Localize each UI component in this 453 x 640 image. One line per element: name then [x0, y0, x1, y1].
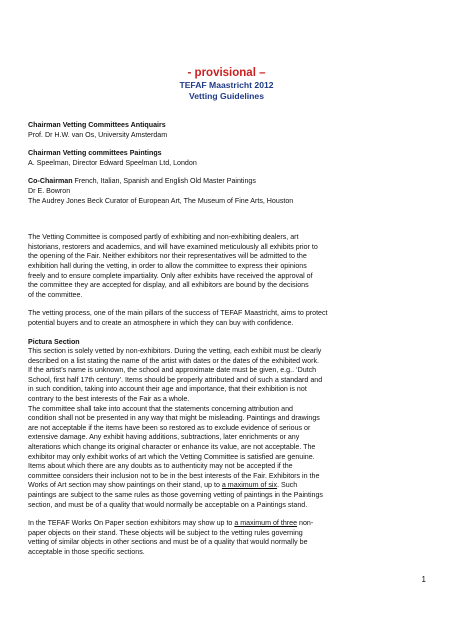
- text-line: freely and to ensure complete impartiality. Only after exhibits have received the approval of: [28, 271, 313, 280]
- text-line: committee considers their inclusion not to be in the best interests of the Fair. Exhibitors in the: [28, 471, 320, 480]
- text-line: paintings are subject to the same rules as those governing vetting of paintings in the Paintings: [28, 491, 323, 499]
- text-line: potential buyers and to create an atmosphere in which they can buy with confidence.: [28, 318, 294, 327]
- text-line: of the committee.: [28, 290, 83, 299]
- chair-role: Chairman Vetting committees Paintings: [28, 149, 162, 158]
- chair-name: Dr E. Bowron: [28, 186, 71, 195]
- text-line: condition shall not be presented in any way that might be misleading. Paintings and drawings: [28, 414, 320, 423]
- provisional-label: - provisional –: [187, 67, 266, 79]
- chair-antiquairs: [28, 121, 428, 140]
- text-line: extensive damage. Any exhibit having additions, subtractions, later enrichments or any: [28, 433, 300, 442]
- text-line-underlined: [28, 519, 428, 529]
- co-chair-role-line: [28, 177, 428, 187]
- chair-role: Co-Chairman: [28, 177, 73, 186]
- works-on-paper-paragraph: [28, 519, 428, 557]
- pillars-paragraph: [28, 309, 428, 328]
- text-line: are not acceptable if the items have been so restored as to exclude evidence of serious or: [28, 423, 311, 432]
- document-body: [28, 121, 428, 567]
- document-title: Vetting Guidelines: [189, 91, 264, 101]
- text-segment: Works of Art section may show paintings on their stand, up to: [28, 481, 222, 490]
- text-segment: . Such: [277, 481, 298, 490]
- text-line: the opening of the Fair. Neither exhibitors nor their representatives will be admitted to the: [28, 252, 307, 261]
- chair-name: Prof. Dr H.W. van Os, University Amsterdam: [28, 130, 168, 139]
- text-line: Items about which there are any doubts as to authenticity may not be accepted if the: [28, 462, 293, 471]
- underlined-limit: a maximum of six: [221, 481, 278, 490]
- text-segment: non-: [297, 519, 314, 528]
- text-line-underlined: [28, 481, 428, 491]
- text-line: This section is solely vetted by non-exhibitors. During the vetting, each exhibit must be clearly: [28, 347, 322, 356]
- text-line: described on a list stating the name of the artist with dates or the dates of the exhibited work.: [28, 356, 320, 365]
- text-line: vetting of similar objects in other sections and must be of a quality that would normally be: [28, 538, 308, 547]
- intro-paragraph: [28, 233, 428, 300]
- text-segment: In the TEFAF Works On Paper section exhibitors may show up to: [28, 519, 235, 528]
- chair-role-suffix: French, Italian, Spanish and English Old Master Paintings: [72, 177, 256, 186]
- text-line: contrary to the best interests of the Fair as a whole.: [28, 395, 190, 404]
- chair-name: A. Speelman, Director Edward Speelman Ltd, London: [28, 158, 197, 167]
- chair-affiliation: The Audrey Jones Beck Curator of European Art, The Museum of Fine Arts, Houston: [28, 196, 294, 205]
- text-line: exhibition hall during the vetting, in order to allow the committee to express their opinions: [28, 261, 307, 270]
- text-line: alterations which change its original character or enhance its value, are not acceptable. The: [28, 443, 316, 452]
- text-line: in such condition, taking into account their age and importance, that their exhibition is not: [28, 385, 307, 394]
- chair-paintings: [28, 149, 428, 168]
- text-line: the committee they are accepted for display, and all exhibitors are bound by the decisions: [28, 281, 309, 290]
- text-line: exhibitor may only exhibit works of art which the Vetting Committee is satisfied are genuine.: [28, 452, 315, 461]
- pictura-section: [28, 338, 428, 511]
- underlined-limit: a maximum of three: [234, 519, 298, 528]
- text-line: If the artist’s name is unknown, the school and approximate date must be given, e.g.. ‘Dutch: [28, 366, 317, 375]
- document-header: [0, 66, 453, 102]
- text-line: The vetting process, one of the main pillars of the success of TEFAF Maastricht, aims to protect: [28, 309, 328, 318]
- text-line: section, and must be of a quality that would normally be acceptable on a Paintings stand.: [28, 500, 308, 509]
- text-line: The Vetting Committee is composed partly of exhibiting and non-exhibiting dealers, art: [28, 233, 299, 242]
- text-line: School, first half 17th century’. Items should be properly attributed and of such a standard and: [28, 375, 323, 384]
- text-line: acceptable in those specific sections.: [28, 547, 145, 556]
- text-line: The committee shall take into account that the statements concerning attribution and: [28, 404, 293, 413]
- co-chair: [28, 177, 428, 206]
- text-line: paper objects on their stand. These objects will be subject to the vetting rules governing: [28, 528, 303, 537]
- text-line: historians, restorers and academics, and will have examined meticulously all exhibits prior to: [28, 242, 318, 251]
- event-title: TEFAF Maastricht 2012: [179, 80, 274, 90]
- chair-role: Chairman Vetting Committees Antiquairs: [28, 121, 166, 129]
- section-heading: Pictura Section: [28, 337, 80, 346]
- page-number: 1: [421, 575, 426, 584]
